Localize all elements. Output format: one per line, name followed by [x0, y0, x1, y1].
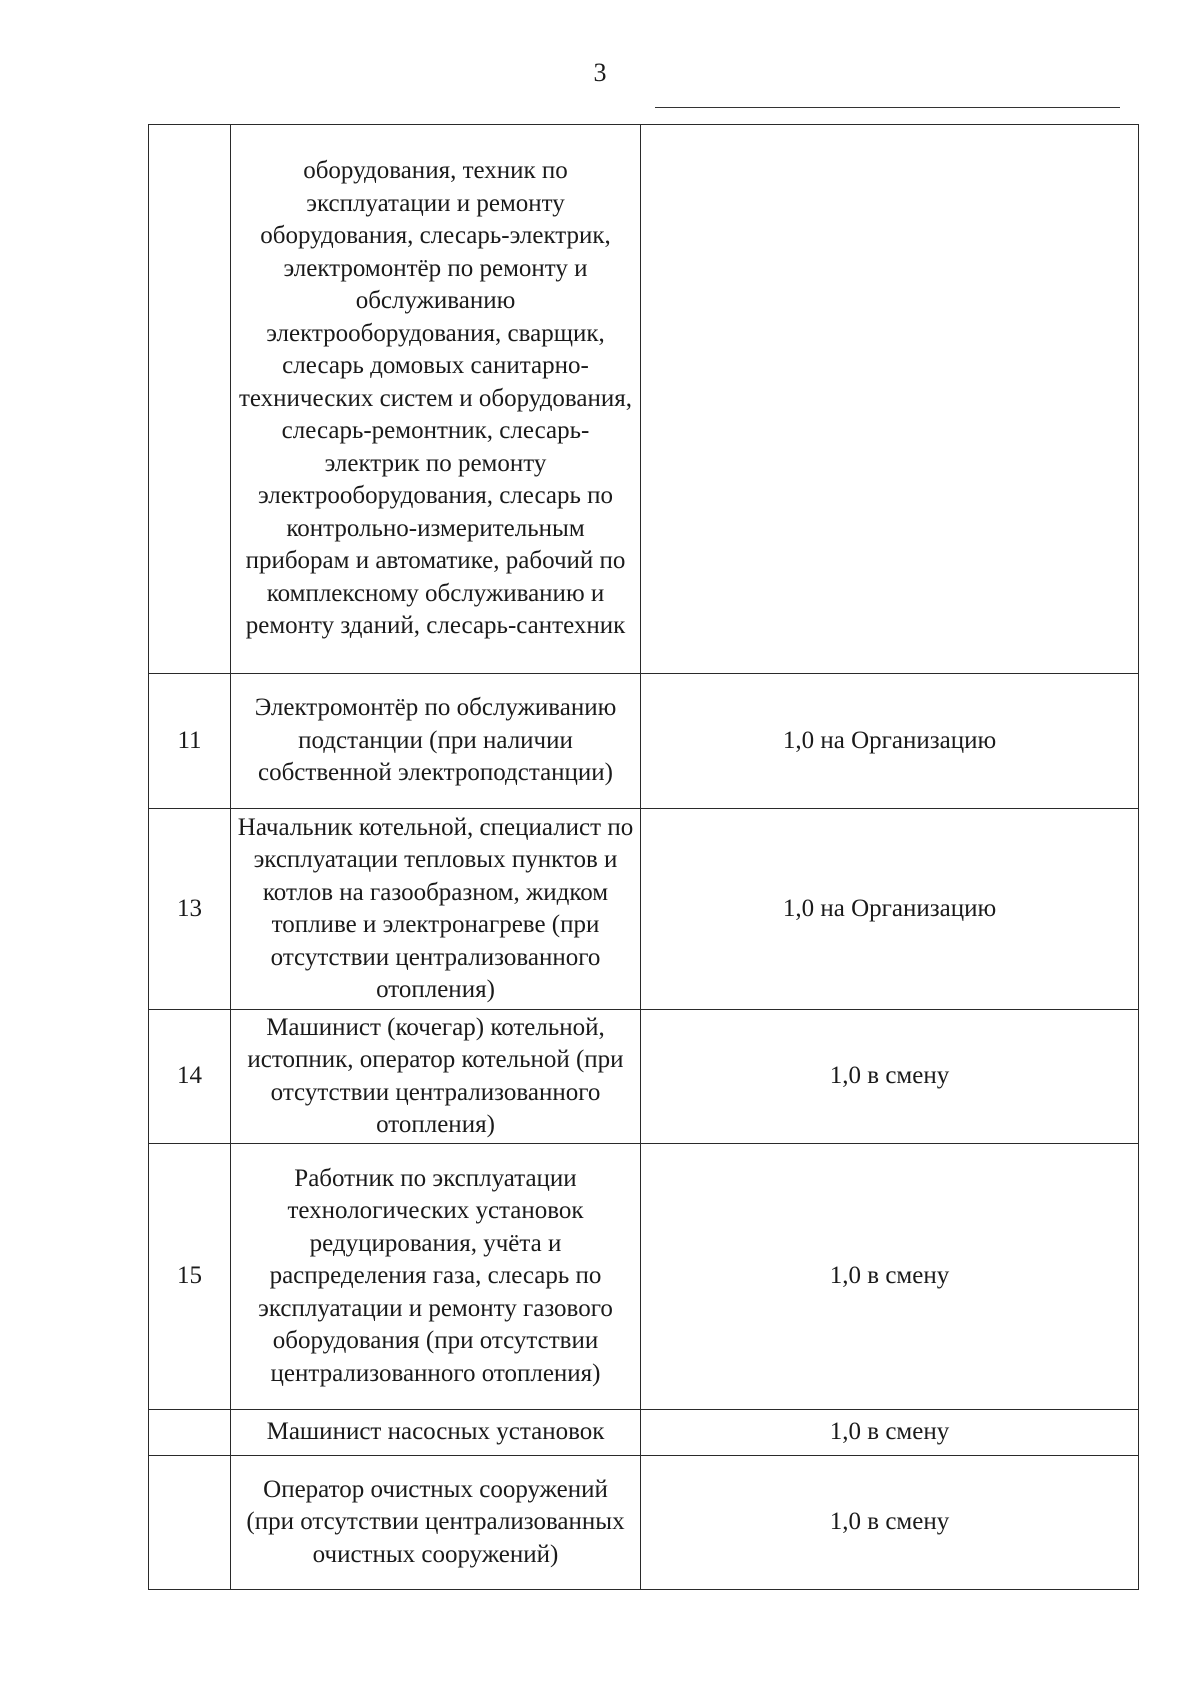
row-number: 11	[177, 726, 202, 754]
row-number: 13	[177, 894, 202, 922]
norm-text: 1,0 на Организацию	[782, 726, 997, 754]
table-row	[149, 674, 1139, 809]
position-cell	[231, 809, 641, 1010]
table-row	[149, 1456, 1139, 1590]
position-text: Оператор очистных сооружений (при отсутствии централизованных очистных сооружений)	[246, 1475, 625, 1568]
position-cell	[231, 1144, 641, 1410]
table-row	[149, 125, 1139, 674]
norm-cell	[641, 809, 1139, 1010]
row-number: 14	[177, 1062, 202, 1090]
row-number-cell	[149, 809, 231, 1010]
row-number-cell	[149, 1010, 231, 1144]
position-text: Электромонтёр по обслуживанию подстанции (при наличии собственной электроподстанции)	[254, 694, 617, 787]
norm-text: 1,0 в смену	[829, 1418, 950, 1446]
norm-cell	[641, 125, 1139, 674]
norm-cell	[641, 674, 1139, 809]
row-number: 15	[177, 1262, 202, 1290]
page-number: 3	[593, 58, 607, 87]
norm-cell	[641, 1456, 1139, 1590]
row-number-cell	[149, 1456, 231, 1590]
top-rule	[655, 107, 1120, 108]
norm-text: 1,0 в смену	[829, 1262, 950, 1290]
norm-cell	[641, 1410, 1139, 1456]
norm-text: 1,0 в смену	[829, 1062, 950, 1090]
table-row	[149, 1144, 1139, 1410]
position-cell	[231, 1410, 641, 1456]
position-text: Работник по эксплуатации технологических установок редуцирования, учёта и распределения газа, слесарь по эксплуатации и ремонту газового оборудования (при отсутствии централизованного отопления)	[258, 1164, 613, 1387]
position-cell	[231, 1456, 641, 1590]
norm-text: 1,0 в смену	[829, 1508, 950, 1536]
position-cell	[231, 1010, 641, 1144]
row-number-cell	[149, 125, 231, 674]
position-text: оборудования, техник по эксплуатации и ремонту оборудования, слесарь-электрик, электромонтёр по ремонту и обслуживанию электрооборудования, сварщик, слесарь домовых санитарно-технических систем и оборудования, слесарь-ремонтник, слесарь-электрик по ремонту электрооборудования, слесарь по контрольно-измерительным приборам и автоматике, рабочий по комплексному обслуживанию и ремонту зданий, слесарь-сантехник	[238, 157, 633, 640]
table-row	[149, 809, 1139, 1010]
row-number-cell	[149, 1410, 231, 1456]
norm-cell	[641, 1144, 1139, 1410]
table-row	[149, 1410, 1139, 1456]
row-number-cell	[149, 1144, 231, 1410]
norm-cell	[641, 1010, 1139, 1144]
table-row	[149, 1010, 1139, 1144]
position-text: Машинист (кочегар) котельной, истопник, оператор котельной (при отсутствии централизованного отопления)	[247, 1013, 624, 1138]
norm-text: 1,0 на Организацию	[782, 894, 997, 922]
position-cell	[231, 674, 641, 809]
row-number-cell	[149, 674, 231, 809]
position-text: Машинист насосных установок	[266, 1418, 605, 1446]
position-text: Начальник котельной, специалист по эксплуатации тепловых пунктов и котлов на газообразном, жидком топливе и электронагреве (при отсутствии централизованного отопления)	[237, 813, 634, 1003]
staff-norms-table	[148, 124, 1139, 1590]
position-cell	[231, 125, 641, 674]
